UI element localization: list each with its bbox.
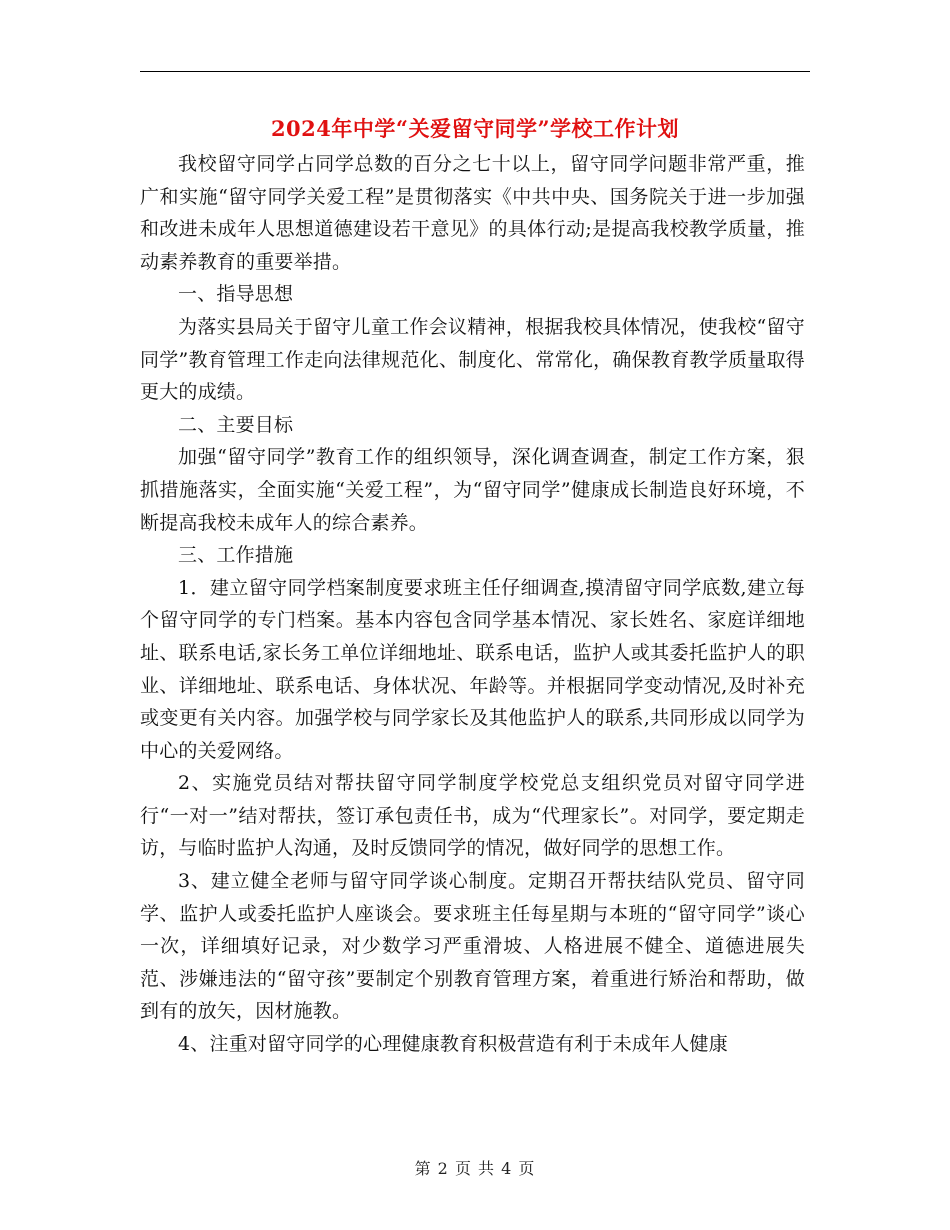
measure-3-paragraph: 3、建立健全老师与留守同学谈心制度。定期召开帮扶结队党员、留守同学、监护人或委托监护人座谈会。要求班主任每星期与本班的“留守同学”谈心一次，详细填好记录，对少数学习严重滑坡、人格进展不健全、道德进展失范、涉嫌违法的“留守孩”要制定个别教育管理方案，着重进行矫治和帮助，做到有的放矢，因材施教。 [140, 870, 805, 1023]
measure-1-paragraph: 1．建立留守同学档案制度要求班主任仔细调查,摸清留守同学底数,建立每个留守同学的专门档案。基本内容包含同学基本情况、家长姓名、家庭详细地址、联系电话,家长务工单位详细地址、联系电话，监护人或其委托监护人的职业、详细地址、联系电话、身体状况、年龄等。并根据同学变动情况,及时补充或变更有关内容。加强学校与同学家长及其他监护人的联系,共同形成以同学为中心的关爱网络。 [140, 576, 805, 762]
section-heading-work-measures: 三、工作措施 [178, 544, 294, 567]
document-title: 2024年中学“关爱留守同学”学校工作计划 [270, 116, 680, 141]
section-heading-main-goals: 二、主要目标 [178, 413, 294, 436]
intro-paragraph: 我校留守同学占同学总数的百分之七十以上，留守同学问题非常严重，推广和实施“留守同学关爱工程”是贯彻落实《中共中央、国务院关于进一步加强和改进未成年人思想道德建设若干意见》的具体行动;是提高我校教学质量，推动素养教育的重要举措。 [140, 153, 805, 273]
guiding-thought-paragraph: 为落实县局关于留守儿童工作会议精神，根据我校具体情况，使我校“留守同学”教育管理工作走向法律规范化、制度化、常常化，确保教育教学质量取得更大的成绩。 [140, 315, 805, 404]
document-body [140, 148, 805, 1061]
section-heading-guiding-thought: 一、指导思想 [178, 283, 294, 306]
measure-4-paragraph: 4、注重对留守同学的心理健康教育积极营造有利于未成年人健康 [178, 1033, 728, 1056]
header-rule [140, 71, 810, 72]
measure-2-paragraph: 2、实施党员结对帮扶留守同学制度学校党总支组织党员对留守同学进行“一对一”结对帮扶，签订承包责任书，成为“代理家长”。对同学，要定期走访，与临时监护人沟通，及时反馈同学的情况，做好同学的思想工作。 [140, 772, 805, 860]
page-number-footer: 第 2 页 共 4 页 [414, 1159, 536, 1178]
main-goals-paragraph: 加强“留守同学”教育工作的组织领导，深化调查调查，制定工作方案，狠抓措施落实，全面实施“关爱工程”，为“留守同学”健康成长制造良好环境，不断提高我校未成年人的综合素养。 [140, 446, 805, 534]
